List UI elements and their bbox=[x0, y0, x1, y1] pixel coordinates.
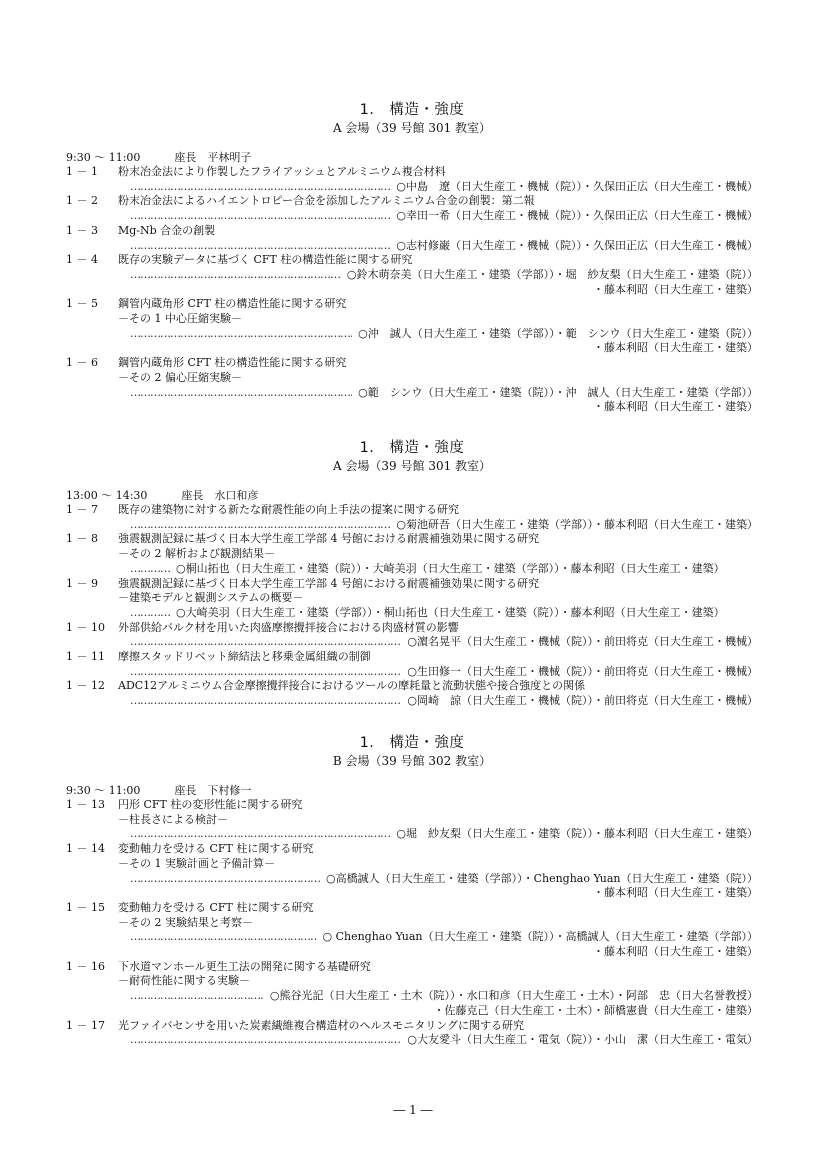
presentation-number: 1 － 2 bbox=[66, 194, 98, 208]
presentation-title: 鋼管内蔵角形 CFT 柱の構造性能に関する研究 bbox=[118, 356, 347, 370]
session-info bbox=[66, 783, 758, 798]
presentation-authors-continued: ・藤本利昭（日大生産工・建築） bbox=[593, 886, 758, 900]
session-info bbox=[66, 150, 758, 165]
presentation-number: 1 － 5 bbox=[66, 297, 98, 311]
presentation-entry bbox=[66, 1019, 758, 1048]
presentation-number: 1 － 9 bbox=[66, 576, 98, 590]
leader-dots bbox=[130, 386, 352, 401]
presentation-number: 1 － 17 bbox=[66, 1018, 105, 1032]
presentation-authors-continued: ・藤本利昭（日大生産工・建築） bbox=[593, 282, 758, 296]
presentation-title: Mg-Nb 合金の創製 bbox=[118, 223, 216, 237]
presentation-title: 強震観測記録に基づく日本大学生産工学部 4 号館における耐震補強効果に関する研究 bbox=[118, 576, 539, 590]
section-header bbox=[66, 438, 758, 474]
presentation-entry bbox=[66, 901, 758, 960]
presentation-title: 変動軸力を受ける CFT 柱に関する研究 bbox=[118, 842, 314, 856]
presentation-authors: ○生田修一（日大生産工・機械（院））・前田将克（日大生産工・機械） bbox=[407, 664, 758, 678]
leader-dots bbox=[130, 827, 390, 842]
presentation-subtitle: －その 2 解析および観測結果－ bbox=[118, 547, 275, 561]
presentation-title: 既存の実験データに基づく CFT 柱の構造性能に関する研究 bbox=[118, 253, 413, 267]
presentation-authors: ○ Chenghao Yuan（日大生産工・建築（院））・高橋誠人（日大生産工・建築（学部）） bbox=[322, 930, 758, 944]
session-chair: 座長 平林明子 bbox=[174, 151, 252, 164]
presentation-entry bbox=[66, 194, 758, 223]
presentation-authors: ○大友愛斗（日大生産工・電気（院））・小山 潔（日大生産工・電気） bbox=[407, 1033, 758, 1047]
presentation-title: 鋼管内蔵角形 CFT 柱の構造性能に関する研究 bbox=[118, 297, 347, 311]
presentation-title: 外部供給バルク材を用いた肉盛摩擦攪拌接合における肉盛材質の影響 bbox=[118, 620, 459, 634]
presentation-entry bbox=[66, 650, 758, 679]
presentation-entry bbox=[66, 503, 758, 532]
presentation-entry bbox=[66, 960, 758, 1019]
leader-dots bbox=[130, 209, 390, 224]
leader-dots bbox=[130, 239, 390, 254]
leader-dots bbox=[130, 606, 170, 621]
session-info bbox=[66, 488, 758, 503]
presentation-number: 1 － 7 bbox=[66, 503, 98, 516]
presentation-number: 1 － 6 bbox=[66, 356, 98, 370]
section-header bbox=[66, 100, 758, 136]
section-title: 1. 構造・強度 bbox=[359, 440, 465, 456]
section-title: 1. 構造・強度 bbox=[359, 735, 465, 751]
presentation-authors: ○沖 誠人（日大生産工・建築（学部））・範 シンウ（日大生産工・建築（院）） bbox=[358, 326, 758, 340]
session-chair: 座長 水口和彦 bbox=[181, 489, 259, 502]
presentation-entry bbox=[66, 621, 758, 650]
leader-dots bbox=[130, 327, 352, 342]
presentation-title: 粉末冶金法によるハイエントロピー合金を添加したアルミニウム合金の創製：第二報 bbox=[118, 194, 535, 208]
presentation-subtitle: －耐荷性能に関する実験－ bbox=[118, 974, 250, 988]
presentation-authors: ○菊池研吾（日大生産工・建築（学部））・藤本利昭（日大生産工・建築） bbox=[396, 517, 758, 531]
presentation-number: 1 － 15 bbox=[66, 900, 105, 914]
presentation-entry bbox=[66, 165, 758, 194]
leader-dots bbox=[130, 518, 390, 533]
presentation-entry bbox=[66, 253, 758, 297]
presentation-title: 既存の建築物に対する新たな耐震性能の向上手法の提案に関する研究 bbox=[118, 503, 459, 516]
presentation-authors: ○幸田一希（日大生産工・機械（院））・久保田正広（日大生産工・機械） bbox=[396, 209, 758, 223]
leader-dots bbox=[130, 930, 316, 945]
presentation-entry bbox=[66, 224, 758, 253]
leader-dots bbox=[130, 1033, 401, 1048]
section-room: B 会場（39 号館 302 教室） bbox=[332, 754, 492, 768]
presentation-authors: ○志村修巌（日大生産工・機械（院））・久保田正広（日大生産工・機械） bbox=[396, 238, 758, 252]
presentation-entry bbox=[66, 356, 758, 415]
presentation-number: 1 － 11 bbox=[66, 650, 105, 664]
presentation-authors: ○濵名晃平（日大生産工・機械（院））・前田将克（日大生産工・機械） bbox=[407, 635, 758, 649]
presentation-entry bbox=[66, 532, 758, 576]
section-room: A 会場（39 号館 301 教室） bbox=[332, 459, 492, 473]
page-number: ― 1 ― bbox=[393, 1103, 433, 1117]
presentation-title: 下水道マンホール更生工法の開発に関する基礎研究 bbox=[118, 959, 371, 973]
presentation-entry bbox=[66, 297, 758, 356]
section-title: 1. 構造・強度 bbox=[359, 102, 465, 118]
presentation-subtitle: －その 2 偏心圧縮実験－ bbox=[118, 370, 242, 384]
presentation-title: 光ファイバセンサを用いた炭素繊維複合構造材のヘルスモニタリングに関する研究 bbox=[118, 1018, 525, 1032]
leader-dots bbox=[130, 665, 401, 680]
presentation-title: 強震観測記録に基づく日本大学生産工学部 4 号館における耐震補強効果に関する研究 bbox=[118, 532, 539, 546]
presentation-entry bbox=[66, 577, 758, 621]
presentation-subtitle: －柱長さによる検討－ bbox=[118, 812, 228, 826]
presentation-title: ADC12アルミニウム合金摩擦攪拌接合におけるツールの摩耗量と流動状態や接合強度との関係 bbox=[118, 679, 586, 693]
program-section bbox=[66, 733, 758, 1048]
session-time: 9:30 ～ 11:00 bbox=[66, 151, 141, 164]
presentation-authors: ○中島 遼（日大生産工・機械（院））・久保田正広（日大生産工・機械） bbox=[396, 179, 758, 193]
presentation-authors: ○熊谷光記（日大生産工・土木（院））・水口和彦（日大生産工・土木）・阿部 忠（日大名誉教授） bbox=[269, 989, 758, 1003]
presentation-subtitle: －その 1 実験計画と予備計算－ bbox=[118, 856, 275, 870]
presentation-number: 1 － 12 bbox=[66, 679, 105, 693]
session-time: 13:00 ～ 14:30 bbox=[66, 489, 148, 502]
presentation-authors: ○堀 紗友梨（日大生産工・建築（院））・藤本利昭（日大生産工・建築） bbox=[396, 827, 758, 841]
presentation-authors-continued: ・佐藤克己（日大生産工・土木）・師橋憲貴（日大生産工・建築） bbox=[433, 1003, 758, 1017]
presentation-subtitle: －その 2 実験結果と考察－ bbox=[118, 915, 253, 929]
presentation-number: 1 － 8 bbox=[66, 532, 98, 546]
leader-dots bbox=[130, 635, 401, 650]
presentation-number: 1 － 3 bbox=[66, 223, 98, 237]
presentation-number: 1 － 4 bbox=[66, 253, 98, 267]
presentation-authors: ○桐山拓也（日大生産工・建築（院））・大崎美羽（日大生産工・建築（学部））・藤本利昭（日大生産工・建築） bbox=[176, 561, 725, 575]
program-section bbox=[66, 438, 758, 709]
presentation-subtitle: －その 1 中心圧縮実験－ bbox=[118, 312, 242, 326]
presentation-authors: ○岡崎 諒（日大生産工・機械（院））・前田将克（日大生産工・機械） bbox=[407, 694, 758, 708]
leader-dots bbox=[130, 562, 170, 577]
presentation-authors: ○範 シンウ（日大生産工・建築（院））・沖 誠人（日大生産工・建築（学部）） bbox=[358, 385, 758, 399]
presentation-title: 粉末冶金法により作製したフライアッシュとアルミニウム複合材料 bbox=[118, 165, 446, 178]
section-header bbox=[66, 733, 758, 769]
presentation-authors-continued: ・藤本利昭（日大生産工・建築） bbox=[593, 400, 758, 414]
session-time: 9:30 ～ 11:00 bbox=[66, 784, 141, 797]
presentation-title: 円形 CFT 柱の変形性能に関する研究 bbox=[118, 798, 303, 811]
leader-dots bbox=[130, 268, 341, 283]
leader-dots bbox=[130, 872, 320, 887]
presentation-authors: ○高橋誠人（日大生産工・建築（学部））・Chenghao Yuan（日大生産工・建築（院）） bbox=[325, 871, 758, 885]
program-section bbox=[66, 100, 758, 415]
leader-dots bbox=[130, 694, 401, 709]
session-chair: 座長 下村修一 bbox=[174, 784, 252, 797]
leader-dots bbox=[130, 989, 264, 1004]
leader-dots bbox=[130, 180, 390, 195]
presentation-authors-continued: ・藤本利昭（日大生産工・建築） bbox=[593, 341, 758, 355]
presentation-authors: ○大崎美羽（日大生産工・建築（学部））・桐山拓也（日大生産工・建築（院））・藤本利昭（日大生産工・建築） bbox=[176, 605, 725, 619]
presentation-authors-continued: ・藤本利昭（日大生産工・建築） bbox=[593, 945, 758, 959]
presentation-number: 1 － 10 bbox=[66, 620, 105, 634]
presentation-authors: ○鈴木萌奈美（日大生産工・建築（学部））・堀 紗友梨（日大生産工・建築（院）） bbox=[346, 267, 758, 281]
presentation-number: 1 － 1 bbox=[66, 165, 98, 178]
presentation-number: 1 － 13 bbox=[66, 798, 105, 811]
presentation-number: 1 － 14 bbox=[66, 842, 105, 856]
presentation-entry bbox=[66, 679, 758, 708]
presentation-subtitle: －建築モデルと観測システムの概要－ bbox=[118, 591, 304, 605]
presentation-entry bbox=[66, 842, 758, 901]
presentation-title: 変動軸力を受ける CFT 柱に関する研究 bbox=[118, 900, 314, 914]
presentation-title: 摩擦スタッドリベット締結法と移乗金属組織の制御 bbox=[118, 650, 371, 664]
section-room: A 会場（39 号館 301 教室） bbox=[332, 121, 492, 135]
presentation-entry bbox=[66, 798, 758, 842]
presentation-number: 1 － 16 bbox=[66, 959, 105, 973]
